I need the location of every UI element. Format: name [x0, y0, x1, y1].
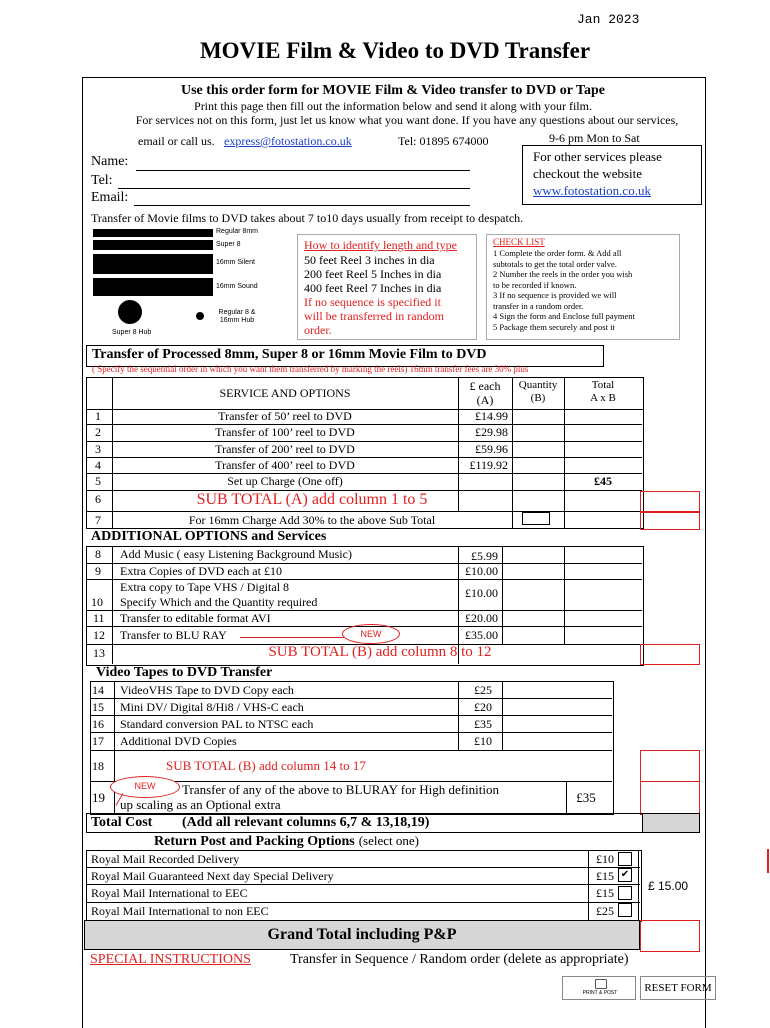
row10-line-2: Specify Which and the Quantity required [120, 595, 318, 609]
website-link[interactable]: www.fotostation.co.uk [533, 183, 651, 198]
email-label: Email: [91, 190, 129, 205]
setup-desc: Set up Charge (One off) [227, 474, 343, 488]
tel-field[interactable] [118, 188, 470, 189]
col-service-header: SERVICE AND OPTIONS [219, 386, 351, 400]
row-num: 17 [92, 734, 104, 748]
row19-new-badge: NEW [110, 776, 180, 798]
row-desc: Transfer of 200’ reel to DVD [215, 442, 355, 456]
16mm-silent-film-icon [93, 254, 213, 274]
row7-num: 7 [95, 513, 101, 527]
row-price: £59.96 [475, 442, 508, 456]
row7-checkbox[interactable] [522, 512, 550, 525]
row-price: £20 [474, 700, 492, 714]
row18-num: 18 [92, 759, 104, 773]
row12-desc: Transfer to BLU RAY [120, 628, 227, 642]
name-field[interactable] [136, 170, 470, 171]
identify-line-1: 50 feet Reel 3 inches in dia [304, 253, 435, 267]
row-desc: Mini DV/ Digital 8/Hi8 / VHS-C each [120, 700, 304, 714]
print-button-label: PRINT & POST [582, 990, 618, 996]
opening-hours: 9-6 pm Mon to Sat [549, 131, 640, 145]
postage-option: Royal Mail International to non EEC [91, 904, 269, 918]
name-label: Name: [91, 154, 129, 169]
row-desc: Additional DVD Copies [120, 734, 237, 748]
row-price: £10 [474, 734, 492, 748]
16mm-silent-label: 16mm Silent [216, 259, 255, 266]
row11-price: £20.00 [465, 611, 498, 625]
checklist-item: 4 Sign the form and Enclose full payment [493, 311, 635, 321]
row11-desc: Transfer to editable format AVI [120, 611, 271, 625]
row7-desc: For 16mm Charge Add 30% to the above Sub Total [188, 513, 436, 527]
row-price: £25 [474, 683, 492, 697]
total-cost-label: Total Cost [91, 815, 153, 830]
row-num: 2 [95, 425, 101, 439]
row-price: £5.99 [471, 549, 498, 563]
col-each-header-2: (A) [476, 393, 494, 407]
reset-button[interactable]: RESET FORM [640, 976, 716, 1000]
row13-num: 13 [93, 646, 105, 660]
intro-line-1: Print this page then fill out the information below and send it along with your film. [194, 99, 592, 113]
intro-line-2: For services not on this form, just let us know what you want done. If you have any questions about our services, [135, 113, 679, 127]
email-field[interactable] [134, 205, 470, 206]
identify-note-3: order. [304, 323, 332, 337]
super-8-film-icon [93, 240, 213, 250]
postage-option: Royal Mail Recorded Delivery [91, 852, 240, 866]
postage-price: £10 [596, 852, 614, 866]
subtotal-c-label: SUB TOTAL (B) add column 14 to 17 [166, 758, 366, 773]
postage-title: Return Post and Packing Options [154, 834, 355, 849]
section3-title: Video Tapes to DVD Transfer [96, 665, 273, 680]
row-desc: Add Music ( easy Listening Background Music) [120, 547, 352, 561]
checklist-title: CHECK LIST [493, 237, 545, 247]
row12-price: £35.00 [465, 628, 498, 642]
row-price: £10.00 [465, 564, 498, 578]
subtotal-b-total-field[interactable] [640, 644, 700, 665]
row19-line-2: up scaling as an Optional extra [120, 797, 281, 812]
checklist-item: subtotals to get the total order valve. [493, 258, 617, 269]
col-each-header: £ each [469, 379, 501, 393]
edge-marker [767, 849, 769, 873]
row19-num: 19 [92, 790, 105, 805]
checklist-item: transfer in a random order. [493, 300, 584, 311]
row10-price: £10.00 [465, 586, 498, 600]
postage-checkbox[interactable] [618, 852, 632, 866]
identify-note-2: will be transferred in random [304, 309, 444, 323]
postage-checkbox[interactable] [618, 886, 632, 900]
checklist-item: 5 Package them securely and post it [493, 321, 615, 332]
row-price: £119.92 [469, 458, 508, 472]
setup-num: 5 [95, 474, 101, 488]
row12-num: 12 [93, 628, 105, 642]
postage-checkbox[interactable] [618, 903, 632, 917]
other-services-box [522, 145, 702, 205]
special-instructions-text: Transfer in Sequence / Random order (delete as appropriate) [290, 952, 629, 967]
row-num: 8 [95, 547, 101, 561]
row-num: 15 [92, 700, 104, 714]
identify-line-3: 400 feet Reel 7 Inches in dia [304, 281, 442, 295]
postage-title-wrap [154, 832, 419, 850]
checklist-item: to be recorded if known. [493, 279, 577, 290]
col-qty-header-2: (B) [530, 392, 546, 404]
checklist-item: 1 Complete the order form. & Add all [493, 248, 622, 258]
postage-title-suffix: (select one) [358, 833, 419, 848]
col-qty-header: Quantity [518, 379, 558, 391]
row-desc: Transfer of 100’ reel to DVD [215, 425, 355, 439]
section1-title: Transfer of Processed 8mm, Super 8 or 16mm Movie Film to DVD [92, 347, 487, 362]
row-desc: Transfer of 400’ reel to DVD [215, 458, 355, 472]
subtotal-b-label: SUB TOTAL (B) add column 8 to 12 [268, 644, 492, 660]
tel-label: Tel: [91, 173, 113, 188]
row11-num: 11 [93, 611, 105, 625]
postage-price: £15 [596, 869, 614, 883]
row19-price: £35 [576, 790, 596, 805]
col-total-header: Total [591, 379, 615, 391]
subtotal-a-label: SUB TOTAL (A) add column 1 to 5 [196, 491, 428, 508]
row-desc: Standard conversion PAL to NTSC each [120, 717, 314, 731]
regular-8mm-film-icon [93, 229, 213, 237]
row12-new-badge: NEW [342, 624, 400, 644]
super-8-hub-icon [118, 300, 142, 324]
grand-total-field[interactable] [640, 920, 700, 952]
postage-price: £15 [596, 886, 614, 900]
row-num: 4 [95, 458, 101, 472]
form-date: Jan 2023 [577, 12, 640, 27]
16mm-sound-label: 16mm Sound [216, 283, 258, 290]
row-num: 9 [95, 564, 101, 578]
subtotal-c-total-field[interactable] [640, 750, 700, 782]
postage-selected-total: £ 15.00 [648, 879, 689, 893]
row10-num: 10 [91, 595, 103, 609]
regular-8-hub-icon [196, 312, 204, 320]
intro-heading: Use this order form for MOVIE Film & Video transfer to DVD or Tape [181, 83, 605, 98]
page-title: MOVIE Film & Video to DVD Transfer [199, 38, 591, 63]
printer-icon [595, 979, 607, 989]
total-cost-field[interactable] [642, 813, 700, 833]
row-num: 1 [95, 409, 101, 423]
checklist-item: 3 If no sequence is provided we will [493, 290, 617, 300]
postage-option: Royal Mail Guaranteed Next day Special Delivery [91, 869, 334, 883]
other-services-line-1: For other services please [533, 149, 662, 164]
tel-number: Tel: 01895 674000 [398, 134, 489, 148]
postage-price: £25 [596, 904, 614, 918]
row-num: 14 [92, 683, 104, 697]
row19-line-1: Transfer of any of the above to BLURAY for High definition [182, 782, 500, 797]
row12-new-pointer [240, 637, 344, 638]
total-cost-desc: (Add all relevant columns 6,7 & 13,18,19) [182, 815, 430, 830]
transfer-time-note: Transfer of Movie films to DVD takes about 7 to10 days usually from receipt to despatch. [91, 211, 524, 225]
identify-line-2: 200 feet Reel 5 Inches in dia [304, 267, 442, 281]
row-desc: VideoVHS Tape to DVD Copy each [120, 683, 294, 697]
row-desc: Extra Copies of DVD each at £10 [120, 564, 282, 578]
row-num: 3 [95, 442, 101, 456]
super-8-hub-label: Super 8 Hub [112, 329, 152, 336]
16mm-sound-film-icon [93, 278, 213, 296]
row-num: 16 [92, 717, 104, 731]
row-price: £14.99 [475, 409, 508, 423]
special-instructions-label: SPECIAL INSTRUCTIONS [90, 952, 251, 967]
subtotal-a-total-field[interactable] [640, 491, 700, 513]
col-total-header-2: A x B [590, 392, 616, 404]
postage-checkbox[interactable]: ✔ [618, 868, 632, 882]
identify-title: How to identify length and type [304, 238, 457, 252]
row-price: £29.98 [475, 425, 508, 439]
identify-box [297, 234, 477, 340]
checklist-box [486, 234, 680, 340]
row-desc: Transfer of 50’ reel to DVD [218, 409, 352, 423]
row19-total-field[interactable] [640, 781, 700, 815]
section1-note: ( Specify the sequential order in which you want them transferred by marking the reels) 16mm transfer fees are 30% plus [92, 364, 529, 374]
row10-line-1: Extra copy to Tape VHS / Digital 8 [120, 580, 290, 594]
regular-8-hub-label: Regular 8 & 16mm Hub [218, 309, 256, 324]
row7-total-field[interactable] [640, 511, 700, 530]
checklist-item: 2 Number the reels in the order you wish [493, 269, 633, 279]
checklist-items [493, 248, 677, 332]
section2-title: ADDITIONAL OPTIONS and Services [91, 529, 327, 544]
row-price: £35 [474, 717, 492, 731]
identify-note-1: If no sequence is specified it [304, 295, 441, 309]
super-8-label: Super 8 [216, 241, 241, 248]
email-prefix: email or call us. [138, 134, 215, 148]
setup-total: £45 [594, 474, 612, 488]
grand-total-label: Grand Total including P&P [267, 926, 457, 943]
other-services-line-2: checkout the website [533, 166, 643, 181]
postage-option: Royal Mail International to EEC [91, 886, 248, 900]
print-button[interactable] [562, 976, 636, 1000]
email-link[interactable]: express@fotostation.co.uk [224, 134, 352, 148]
subtotal-a-num: 6 [95, 492, 101, 506]
regular-8mm-label: Regular 8mm [216, 228, 259, 235]
